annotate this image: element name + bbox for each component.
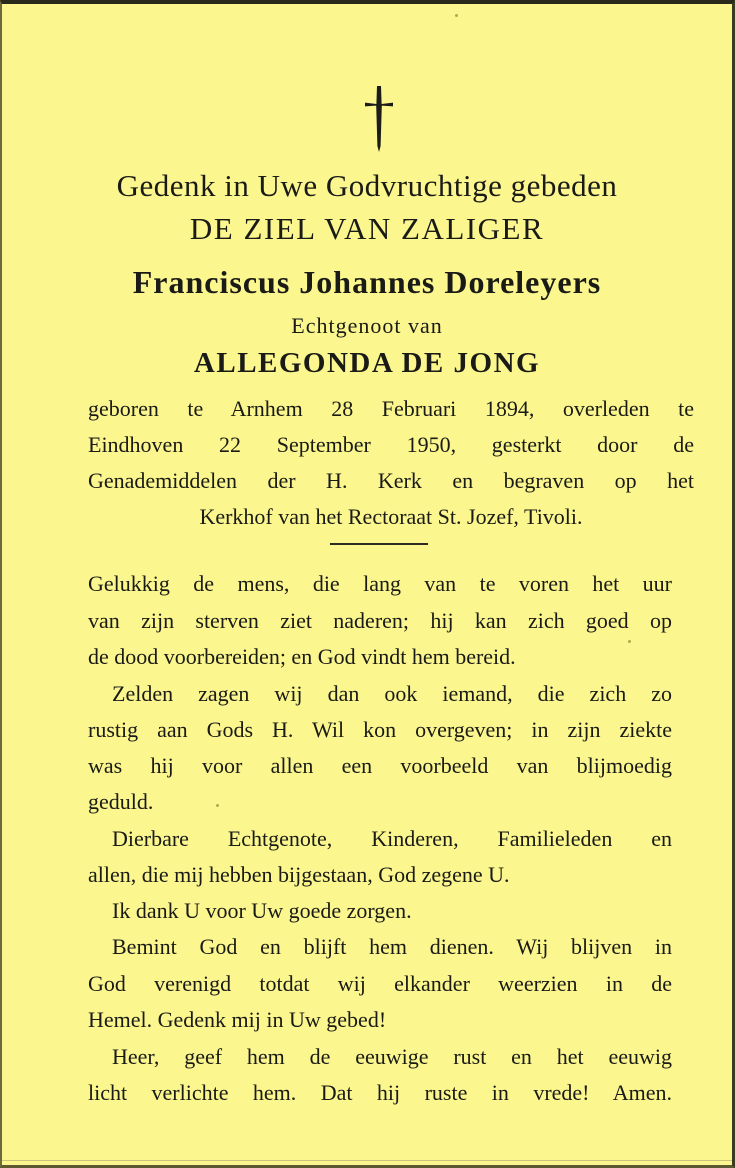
soul-heading: DE ZIEL VAN ZALIGER [189,211,545,246]
card-bottom-edge [2,1160,732,1161]
text-line: God verenigd totdat wij elkander weerzien in de [88,971,672,996]
biography-line: geboren te Arnhem 28 Februari 1894, overleden te [88,396,694,421]
text-line: de dood voorbereiden; en God vindt hem bereid. [88,644,516,669]
spouse-name: ALLEGONDA DE JONG [193,347,541,379]
text-line: Dierbare Echtgenote, Kinderen, Familieleden en [112,826,672,851]
text-line: Bemint God en blijft hem dienen. Wij blijven in [112,934,672,959]
text-line: was hij voor allen een voorbeeld van blijmoedig [88,753,672,778]
deceased-name: Franciscus Johannes Doreleyers [132,264,602,300]
cross-icon [359,84,399,154]
text-line: geduld. [88,789,154,814]
divider-line [330,543,428,545]
text-line: licht verlichte hem. Dat hij ruste in vrede! Amen. [88,1080,672,1105]
spouse-of-label: Echtgenoot van [291,313,443,338]
biography-line: Kerkhof van het Rectoraat St. Jozef, Tivoli. [199,504,583,529]
invocation-line: Gedenk in Uwe Godvruchtige gebeden [116,168,618,203]
text-line: Zelden zagen wij dan ook iemand, die zich zo [112,681,672,706]
biography-line: Genademiddelen der H. Kerk en begraven op het [88,468,694,493]
text-line: Ik dank U voor Uw goede zorgen. [112,898,412,923]
paper-speck [216,804,219,807]
text-line: Heer, geef hem de eeuwige rust en het eeuwig [112,1044,672,1069]
text-line: rustig aan Gods H. Wil kon overgeven; in zijn ziekte [88,717,672,742]
biography-line: Eindhoven 22 September 1950, gesterkt door de [88,432,694,457]
text-line: Hemel. Gedenk mij in Uw gebed! [88,1007,387,1032]
paper-speck [455,14,458,17]
paper-speck [628,640,631,643]
text-line: allen, die mij hebben bijgestaan, God zegene U. [88,862,510,887]
text-line: van zijn sterven ziet naderen; hij kan zich goed op [88,608,672,633]
text-line: Gelukkig de mens, die lang van te voren het uur [88,571,672,596]
